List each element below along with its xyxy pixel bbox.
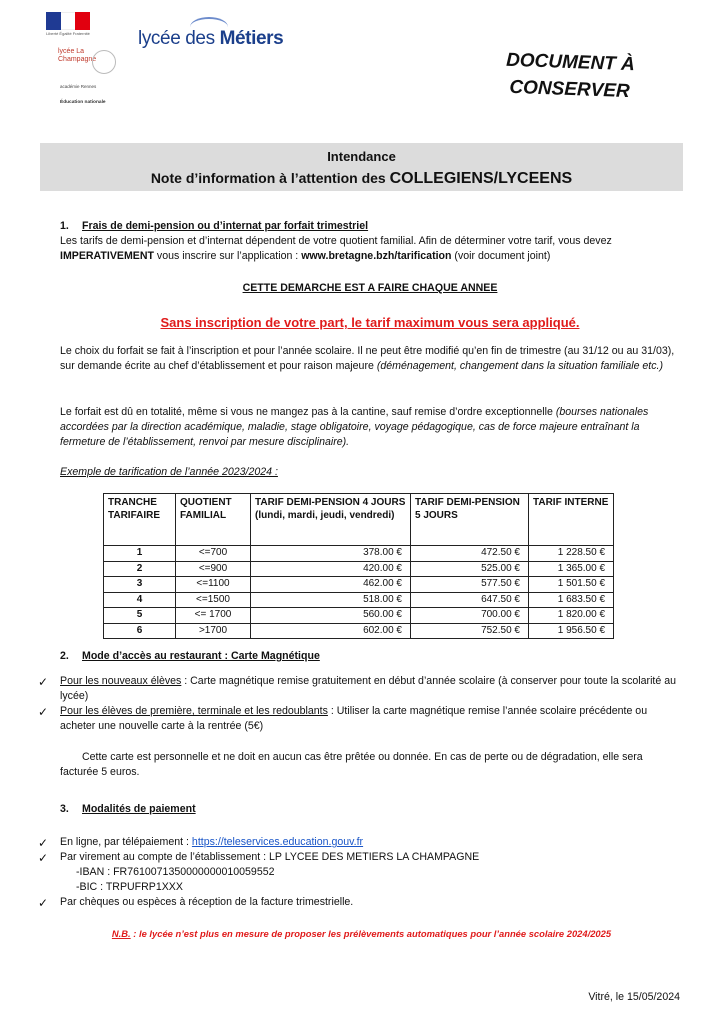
cell-dp5: 472.50 €: [411, 546, 529, 562]
check-icon: ✓: [38, 851, 49, 866]
lycee-des-metiers-logo: lycée des Métiers: [138, 26, 283, 53]
header-dp4: TARIF DEMI-PENSION 4 JOURS (lundi, mardi, jeudi, vendredi): [251, 494, 411, 546]
cell-tranche: 3: [104, 577, 176, 593]
tariff-table: [103, 493, 614, 639]
tariff-table-wrap: [103, 493, 614, 639]
bic-line: -BIC : TRPUFRP1XXX: [76, 881, 183, 894]
table-row: [104, 608, 614, 624]
table-row: [104, 546, 614, 562]
cell-tranche: 6: [104, 623, 176, 639]
section-1: [60, 219, 680, 264]
cell-dp5: 752.50 €: [411, 623, 529, 639]
example-title: Exemple de tarification de l’année 2023/2024 :: [60, 466, 278, 478]
cell-dp5: 525.00 €: [411, 561, 529, 577]
cell-interne: 1 228.50 €: [529, 546, 614, 562]
section-2-heading: 2. Mode d’accès au restaurant : Carte Magnétique: [60, 650, 320, 662]
section-2-list: [38, 674, 680, 734]
list-item: ✓ Pour les nouveaux élèves : Carte magnétique remise gratuitement en début d’année scolaire (à conserver pour toute la scolarité au lycée): [38, 675, 676, 703]
cell-dp4: 560.00 €: [251, 608, 411, 624]
check-icon: ✓: [38, 675, 49, 689]
header-quotient: QUOTIENT FAMILIAL: [176, 494, 251, 546]
section-3-list: [38, 835, 680, 911]
cell-interne: 1 956.50 €: [529, 623, 614, 639]
section-1-intro: Les tarifs de demi-pension et d’internat dépendent de votre quotient familial. Afin de déterminer votre tarif, vous devez IMPERATIVEMENT vous inscrire sur l’application : www.bretagne.bzh/tarification (voir document joint): [60, 235, 612, 263]
forfait-choice-paragraph: Le choix du forfait se fait à l’inscription et pour l’année scolaire. Il ne peut être modifié qu’en fin de trimestre (au 31/12 ou au 31/03), sur demande écrite au chef d’établissement et pour raison majeure (déménagement, changement dans la situation familiale etc.): [60, 345, 675, 373]
section-2: [60, 649, 680, 664]
cell-quotient: <=1500: [176, 592, 251, 608]
check-icon: ✓: [38, 836, 49, 850]
cell-dp5: 647.50 €: [411, 592, 529, 608]
republique-francaise-logo: [46, 12, 90, 42]
header-dp5: TARIF DEMI-PENSION 5 JOURS: [411, 494, 529, 546]
tariff-header-row: [104, 494, 614, 546]
cell-dp4: 378.00 €: [251, 546, 411, 562]
cell-quotient: <=700: [176, 546, 251, 562]
max-tariff-warning: Sans inscription de votre part, le tarif maximum vous sera appliqué.: [160, 315, 580, 330]
table-row: [104, 577, 614, 593]
iban-line: -IBAN : FR7610071350000000010059552: [76, 866, 275, 879]
list-item: ✓ En ligne, par télépaiement : https://teleservices.education.gouv.fr: [60, 835, 680, 850]
cell-quotient: <=900: [176, 561, 251, 577]
section-3-heading: 3. Modalités de paiement: [60, 803, 196, 815]
table-row: [104, 623, 614, 639]
cell-dp4: 462.00 €: [251, 577, 411, 593]
nb-notice: N.B. : le lycée n’est plus en mesure de proposer les prélèvements automatiques pour l’année scolaire 2024/2025: [111, 928, 612, 939]
annual-notice: CETTE DEMARCHE EST A FAIRE CHAQUE ANNEE: [242, 282, 498, 294]
cell-dp4: 420.00 €: [251, 561, 411, 577]
document-date: Vitré, le 15/05/2024: [588, 991, 680, 1003]
teleservices-link[interactable]: https://teleservices.education.gouv.fr: [191, 836, 364, 848]
banner-subject: Note d’information à l’attention des COLLEGIENS/LYCEENS: [150, 170, 573, 188]
cell-interne: 1 683.50 €: [529, 592, 614, 608]
cell-interne: 1 820.00 €: [529, 608, 614, 624]
cell-tranche: 1: [104, 546, 176, 562]
cell-interne: 1 501.50 €: [529, 577, 614, 593]
header-tranche: TRANCHE TARIFAIRE: [104, 494, 176, 546]
cell-tranche: 5: [104, 608, 176, 624]
header-interne: TARIF INTERNE: [529, 494, 614, 546]
cell-quotient: <=1100: [176, 577, 251, 593]
list-item: ✓ Par virement au compte de l’établissement : LP LYCEE DES METIERS LA CHAMPAGNE: [60, 850, 680, 865]
cell-tranche: 2: [104, 561, 176, 577]
banner-department: Intendance: [327, 149, 396, 164]
cell-dp4: 518.00 €: [251, 592, 411, 608]
rf-logo-caption: Liberté Égalité Fraternité: [46, 31, 90, 36]
table-row: [104, 592, 614, 608]
card-paragraph: Cette carte est personnelle et ne doit en aucun cas être prêtée ou donnée. En cas de perte ou de dégradation, elle sera facturée 5 euros.: [60, 751, 643, 779]
cell-tranche: 4: [104, 592, 176, 608]
forfait-due-paragraph: Le forfait est dû en totalité, même si vous ne mangez pas à la cantine, sauf remise d’ordre exceptionnelle (bourses nationales accordées par la direction académique, maladie, stage obligatoire, voyage pédagogique, cas de force majeure entraînant la fermeture de l’établissement, renvoi par mesure disciplinaire).: [60, 406, 649, 449]
table-row: [104, 561, 614, 577]
list-item: ✓ Pour les élèves de première, terminale et les redoublants : Utiliser la carte magnétique remise l’année scolaire précédente ou acheter une nouvelle carte à la rentrée (5€): [38, 705, 648, 733]
check-icon: ✓: [38, 896, 49, 911]
cell-dp5: 577.50 €: [411, 577, 529, 593]
check-icon: ✓: [38, 705, 49, 720]
cell-quotient: <= 1700: [176, 608, 251, 624]
title-banner: [40, 143, 683, 191]
lycee-champagne-logo: lycée La Champagne: [58, 48, 97, 64]
cell-dp5: 700.00 €: [411, 608, 529, 624]
cell-interne: 1 365.00 €: [529, 561, 614, 577]
document-a-conserver-title: DOCUMENT À CONSERVER: [505, 49, 636, 102]
education-nationale-label: Éducation nationale: [60, 100, 106, 105]
section-1-heading: 1. Frais de demi-pension ou d’internat par forfait trimestriel: [60, 220, 369, 232]
list-item: ✓ Par chèques ou espèces à réception de la facture trimestrielle.: [60, 895, 680, 910]
cell-dp4: 602.00 €: [251, 623, 411, 639]
academie-label: académie Rennes: [60, 84, 97, 89]
lycee-emblem-icon: [92, 50, 116, 74]
cell-quotient: >1700: [176, 623, 251, 639]
section-3: [60, 802, 680, 817]
